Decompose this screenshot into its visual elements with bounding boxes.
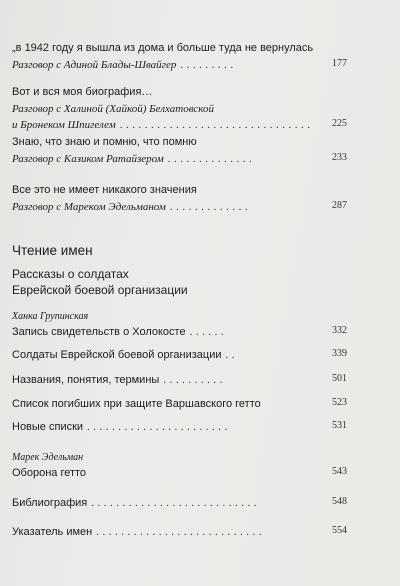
page-number: 523: [332, 397, 347, 408]
entry-title: Оборона гетто: [12, 467, 87, 479]
toc-entry[interactable]: [12, 494, 347, 510]
page-number: 225: [332, 118, 347, 129]
entry-title: Запись свидетельств о Холокосте: [12, 326, 186, 338]
toc-entry[interactable]: [12, 182, 347, 214]
section-heading: Чтение имен: [12, 243, 93, 258]
dot-leader: ...........................: [91, 497, 260, 509]
dot-leader: .............: [169, 201, 252, 213]
section-subheading: Рассказы о солдатах: [12, 267, 129, 281]
dot-leader: ...........................: [96, 526, 265, 538]
toc-entry[interactable]: [12, 346, 347, 362]
section-subheading: Еврейской боевой организации: [12, 283, 188, 297]
entry-subtitle: Разговор с Адиной Блады-Швайгер: [12, 59, 177, 71]
entry-title: Список погибших при защите Варшавского гетто: [12, 398, 261, 410]
dot-leader: .......................: [87, 421, 231, 433]
page-number: 554: [332, 525, 347, 536]
entry-title: Солдаты Еврейской боевой организации: [12, 349, 222, 361]
entry-title: Библиография: [12, 497, 88, 509]
page-number: 177: [332, 58, 347, 69]
toc-entry[interactable]: [12, 323, 347, 339]
entry-title: Знаю, что знаю и помню, что помню: [12, 136, 197, 148]
toc-entry[interactable]: [12, 418, 347, 434]
page-number: 548: [332, 496, 347, 507]
author-name: Ханка Групинская: [12, 311, 89, 322]
page-number: 543: [332, 466, 347, 477]
entry-subtitle: Разговор с Казиком Ратайзером: [12, 153, 164, 165]
entry-title: Новые списки: [12, 421, 84, 433]
entry-subtitle: Разговор с Мареком Эдельманом: [12, 201, 166, 213]
dot-leader: ..............: [167, 153, 256, 165]
page-number: 332: [332, 325, 347, 336]
toc-entry[interactable]: [12, 84, 347, 132]
dot-leader: .........: [180, 59, 237, 71]
page-number: 233: [332, 152, 347, 163]
toc-entry[interactable]: [12, 134, 347, 166]
entry-title: „в 1942 году я вышла из дома и больше туда не вернулась: [12, 42, 314, 54]
entry-subtitle: и Бронеком Шпигелем: [12, 119, 116, 131]
author-name: Марек Эдельман: [12, 452, 84, 463]
entry-title: Все это не имеет никакого значения: [12, 184, 197, 196]
dot-leader: ......: [189, 326, 228, 338]
toc-entry[interactable]: [12, 40, 347, 72]
dot-leader: ...............................: [119, 119, 314, 131]
dot-leader: ..: [225, 349, 239, 361]
entry-subtitle: Разговор с Халиной (Хайкой) Белхатовской: [12, 103, 214, 115]
entry-title: Вот и вся моя биография…: [12, 86, 153, 98]
entry-title: Указатель имен: [12, 526, 93, 538]
toc-entry[interactable]: [12, 371, 347, 387]
page-number: 531: [332, 420, 347, 431]
toc-entry[interactable]: [12, 464, 347, 480]
toc-entry[interactable]: [12, 395, 347, 411]
dot-leader: ..........: [163, 374, 226, 386]
page-number: 339: [332, 348, 347, 359]
page-number: 501: [332, 373, 347, 384]
entry-title: Названия, понятия, термины: [12, 374, 160, 386]
page-number: 287: [332, 200, 347, 211]
toc-entry[interactable]: [12, 523, 347, 539]
